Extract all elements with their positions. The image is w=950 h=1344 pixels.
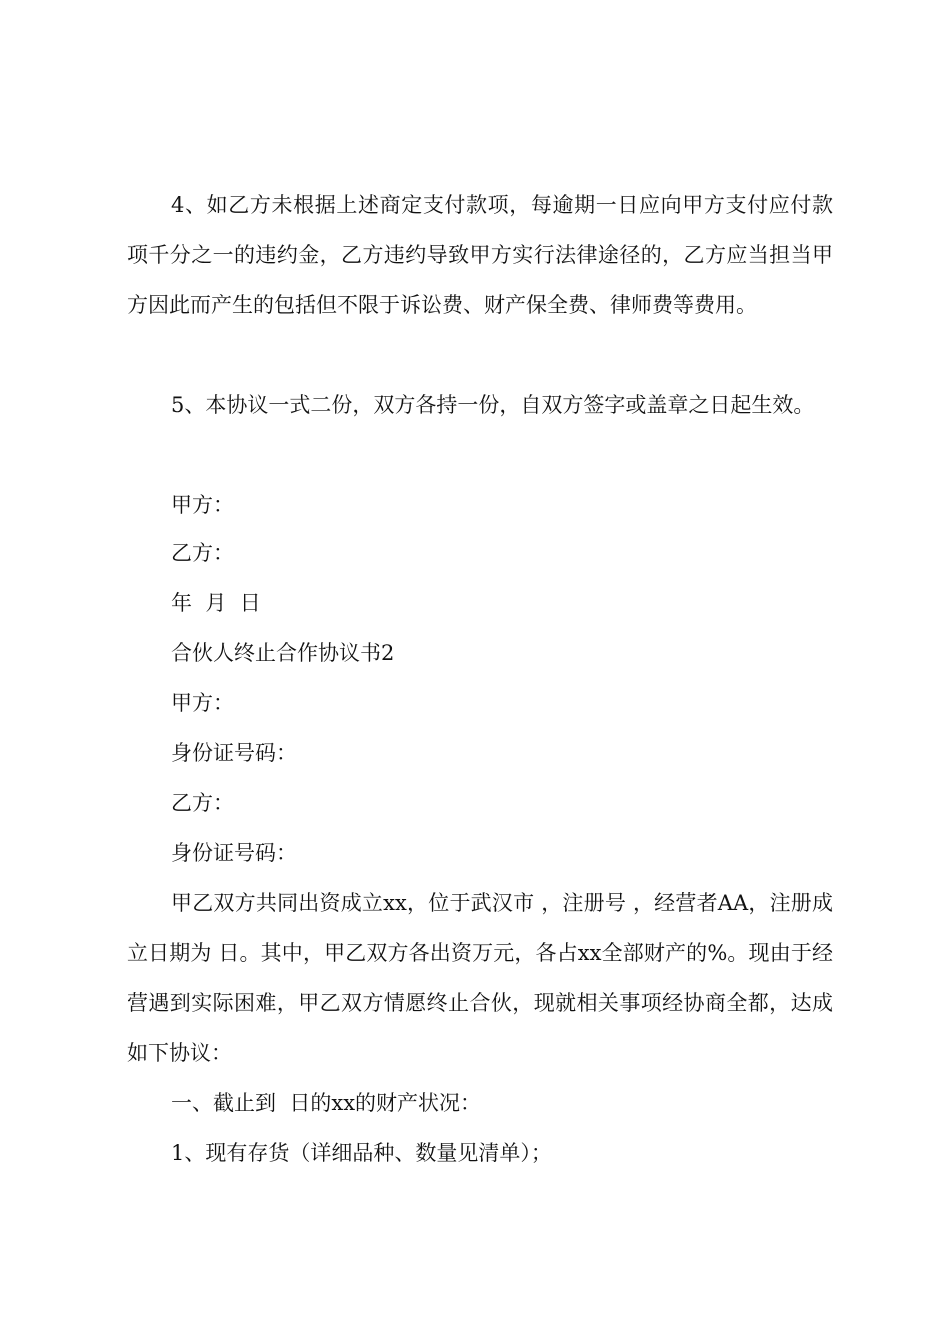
intro-paragraph: 甲乙双方共同出资成立xx，位于武汉市 ，注册号 ，经营者AA，注册成立日期为 日。其中，甲乙双方各出资万元，各占xx全部财产的%。现由于经营遇到实际困难，甲乙双方情愿终止合伙，现就相关事项经协商全都，达成如下协议： — [127, 891, 833, 1065]
date-line: 年 月 日 — [171, 591, 261, 615]
item-1-line: 1、现有存货（详细品种、数量见清单）； — [171, 1141, 552, 1165]
party-b-signature-label: 乙方： — [171, 541, 234, 565]
section-1-heading: 一、截止到 日的xx的财产状况： — [171, 1091, 482, 1115]
clause-5-paragraph: 5、本协议一式二份，双方各持一份，自双方签字或盖章之日起生效。 — [171, 393, 815, 417]
party-b-label: 乙方： — [171, 791, 234, 815]
clause-4-paragraph: 4、如乙方未根据上述商定支付款项，每逾期一日应向甲方支付应付款项千分之一的违约金，乙方违约导致甲方实行法律途径的，乙方应当担当甲方因此而产生的包括但不限于诉讼费、财产保全费、律师费等费用。 — [127, 193, 833, 317]
party-a-id-label: 身份证号码： — [171, 741, 297, 765]
agreement-title: 合伙人终止合作协议书2 — [171, 641, 395, 665]
party-b-id-label: 身份证号码： — [171, 841, 297, 865]
party-a-signature-label: 甲方： — [171, 493, 234, 517]
party-a-label: 甲方： — [171, 691, 234, 715]
